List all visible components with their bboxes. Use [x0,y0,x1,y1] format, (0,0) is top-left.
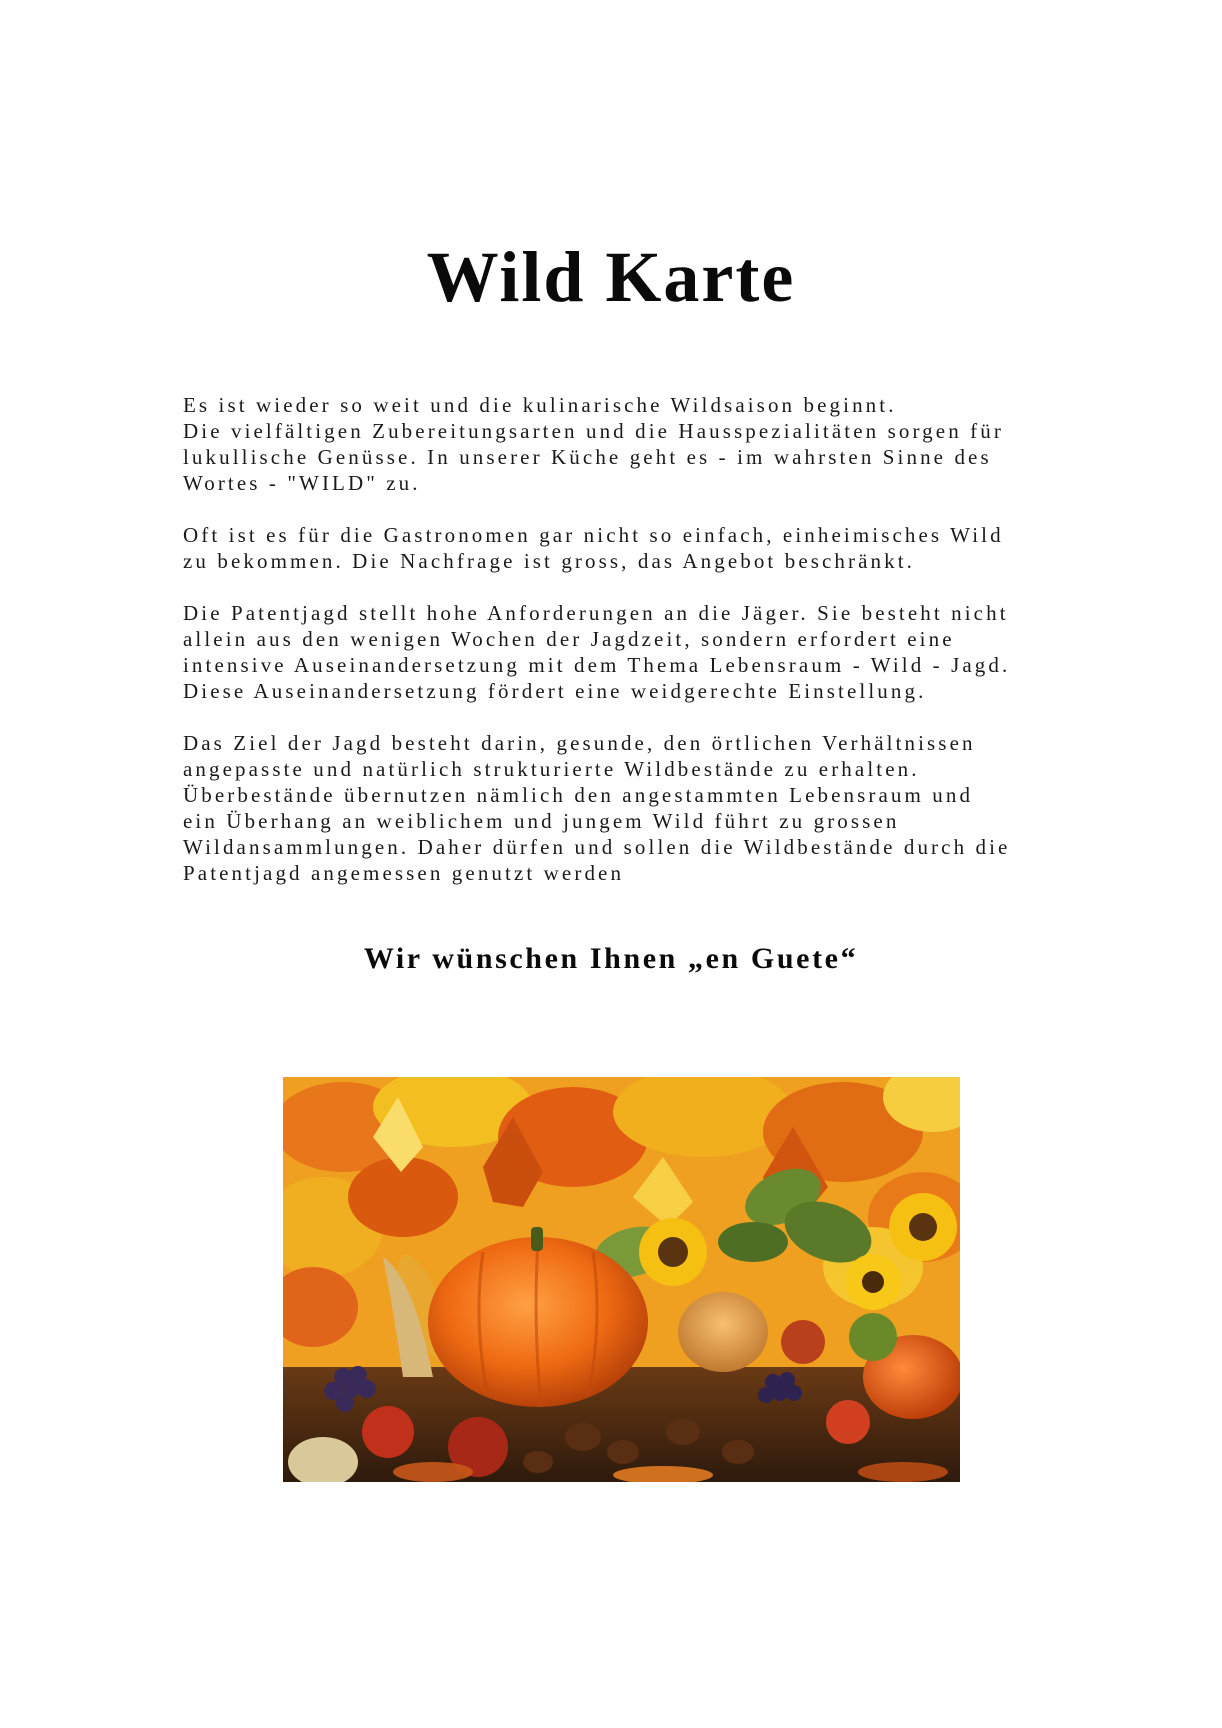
apple-icon [849,1313,897,1361]
text-line: lukullische Genüsse. In unserer Küche geht es - im wahrsten Sinne des [183,445,992,469]
sunflower-icon [845,1254,901,1310]
page-title: Wild Karte [426,237,796,317]
text-line: Wortes - "WILD" zu. [183,471,421,495]
sunflower-icon [889,1193,957,1261]
paragraph-supply [183,522,1083,574]
text-line: Wildansammlungen. Daher dürfen und sollen die Wildbestände durch die [183,835,1011,859]
text-line: Es ist wieder so weit und die kulinarische Wildsaison beginnt. [183,393,897,417]
intro-text [183,392,1083,912]
text-line: Patentjagd angemessen genutzt werden [183,861,625,885]
closing-wish: Wir wünschen Ihnen „en Guete“ [363,942,859,975]
text-line: Diese Auseinandersetzung fördert eine weidgerechte Einstellung. [183,679,927,703]
paragraph-patentjagd [183,600,1083,704]
text-line: angepasste und natürlich strukturierte Wildbestände zu erhalten. [183,757,920,781]
apple-icon [826,1400,870,1444]
text-line: intensive Auseinandersetzung mit dem Thema Lebensraum - Wild - Jagd. [183,653,1011,677]
paragraph-season [183,392,1083,496]
apple-icon [781,1320,825,1364]
text-line: Die vielfältigen Zubereitungsarten und die Hausspezialitäten sorgen für [183,419,1004,443]
text-line: Überbestände übernutzen nämlich den angestammten Lebensraum und [183,783,974,807]
melon-icon [678,1292,768,1372]
text-line: zu bekommen. Die Nachfrage ist gross, das Angebot beschränkt. [183,549,916,573]
paragraph-hunting-goal [183,730,1083,886]
text-line: ein Überhang an weiblichem und jungem Wild führt zu grossen [183,809,900,833]
apple-icon [362,1406,414,1458]
text-line: Die Patentjagd stellt hohe Anforderungen an die Jäger. Sie besteht nicht [183,601,1009,625]
sunflower-icon [639,1218,707,1286]
text-line: Das Ziel der Jagd besteht darin, gesunde, den örtlichen Verhältnissen [183,731,976,755]
text-line: allein aus den wenigen Wochen der Jagdzeit, sondern erfordert eine [183,627,955,651]
autumn-harvest-illustration [283,1077,960,1482]
text-line: Oft ist es für die Gastronomen gar nicht so einfach, einheimisches Wild [183,523,1004,547]
autumn-harvest-image [283,1077,960,1482]
